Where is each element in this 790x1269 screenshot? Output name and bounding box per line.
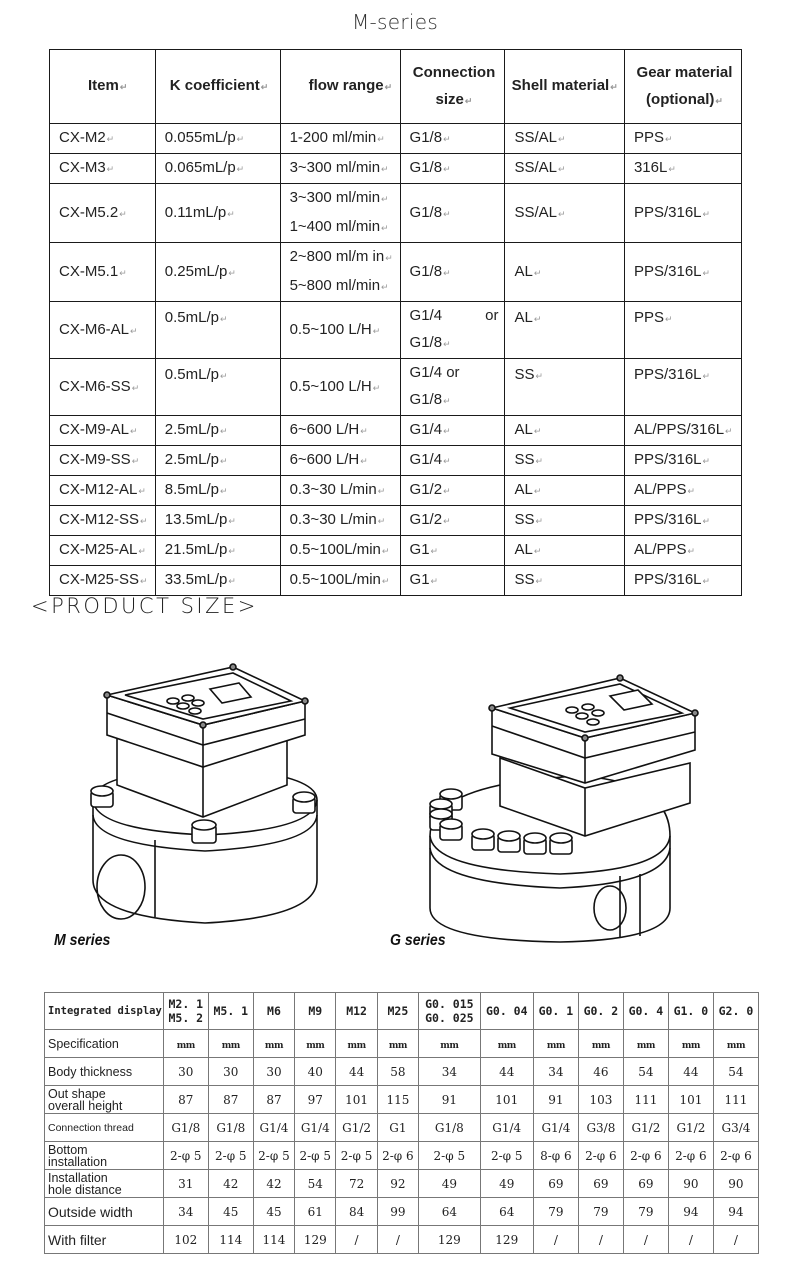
size-cell: 2-φ 5 bbox=[208, 1142, 253, 1170]
cell-gear-material: 316L↵ bbox=[624, 154, 741, 184]
size-cell: 79 bbox=[578, 1198, 623, 1226]
size-cell: G1/2 bbox=[623, 1114, 668, 1142]
g-series-caption: G series bbox=[390, 932, 446, 949]
size-cell: 91 bbox=[533, 1086, 578, 1114]
cell-item: CX-M2↵ bbox=[50, 124, 156, 154]
size-cell: 58 bbox=[377, 1058, 418, 1086]
outside-width-row bbox=[45, 1198, 759, 1226]
size-cell: 61 bbox=[295, 1198, 336, 1226]
size-cell: 30 bbox=[253, 1058, 294, 1086]
cell-connection-size: G1/8↵ bbox=[400, 154, 505, 184]
cell-item: CX-M6-SS↵ bbox=[50, 359, 156, 416]
table-header-row bbox=[50, 50, 742, 124]
size-cell: 34 bbox=[533, 1058, 578, 1086]
row-label: Connection thread bbox=[45, 1114, 164, 1142]
cell-shell-material: SS↵ bbox=[505, 566, 625, 596]
size-cell: G1/4 bbox=[533, 1114, 578, 1142]
row-label: Out shape overall height bbox=[45, 1086, 164, 1114]
size-cell: G1 bbox=[377, 1114, 418, 1142]
m-series-table bbox=[49, 49, 742, 596]
size-cell: 101 bbox=[480, 1086, 533, 1114]
size-cell: G3/8 bbox=[578, 1114, 623, 1142]
cell-gear-material: AL/PPS/316L↵ bbox=[624, 416, 741, 446]
cell-flow-range: 0.5~100 L/H↵ bbox=[280, 359, 400, 416]
cell-connection-size: G1/8↵ bbox=[400, 243, 505, 302]
size-cell: 30 bbox=[163, 1058, 208, 1086]
cell-k-coefficient: 13.5mL/p↵ bbox=[155, 506, 280, 536]
size-cell: / bbox=[623, 1226, 668, 1254]
connection-thread-row bbox=[45, 1114, 759, 1142]
cell-item: CX-M25-AL↵ bbox=[50, 536, 156, 566]
size-cell: 87 bbox=[253, 1086, 294, 1114]
size-cell: G0. 4 bbox=[623, 993, 668, 1030]
cell-shell-material: AL↵ bbox=[505, 243, 625, 302]
cell-shell-material: SS/AL↵ bbox=[505, 124, 625, 154]
table-row bbox=[50, 416, 742, 446]
size-cell: G1/4 bbox=[480, 1114, 533, 1142]
cell-item: CX-M5.2↵ bbox=[50, 184, 156, 243]
cell-k-coefficient: 0.5mL/p↵ bbox=[155, 302, 280, 359]
size-cell: 46 bbox=[578, 1058, 623, 1086]
size-cell: 8-φ 6 bbox=[533, 1142, 578, 1170]
size-cell: 34 bbox=[163, 1198, 208, 1226]
cell-k-coefficient: 0.25mL/p↵ bbox=[155, 243, 280, 302]
size-cell: M5. 1 bbox=[208, 993, 253, 1030]
size-cell: 72 bbox=[336, 1170, 377, 1198]
cell-gear-material: PPS/316L↵ bbox=[624, 359, 741, 416]
size-cell: G0. 015 G0. 025 bbox=[419, 993, 481, 1030]
body-thickness-row bbox=[45, 1058, 759, 1086]
m-series-drawing bbox=[55, 655, 355, 945]
cell-flow-range: 0.5~100 L/H↵ bbox=[280, 302, 400, 359]
size-cell: 2-φ 5 bbox=[480, 1142, 533, 1170]
size-cell: / bbox=[336, 1226, 377, 1254]
row-label: Installation hole distance bbox=[45, 1170, 164, 1198]
size-cell: mm bbox=[419, 1030, 481, 1058]
size-cell: 45 bbox=[208, 1198, 253, 1226]
table-row bbox=[50, 184, 742, 243]
size-cell: mm bbox=[208, 1030, 253, 1058]
size-cell: 99 bbox=[377, 1198, 418, 1226]
size-cell: 44 bbox=[336, 1058, 377, 1086]
cell-k-coefficient: 0.5mL/p↵ bbox=[155, 359, 280, 416]
size-cell: G1/2 bbox=[668, 1114, 713, 1142]
size-cell: 79 bbox=[533, 1198, 578, 1226]
with-filter-row bbox=[45, 1226, 759, 1254]
size-cell: mm bbox=[377, 1030, 418, 1058]
size-cell: 90 bbox=[668, 1170, 713, 1198]
size-cell: 90 bbox=[713, 1170, 758, 1198]
cell-k-coefficient: 0.11mL/p↵ bbox=[155, 184, 280, 243]
table-row bbox=[50, 506, 742, 536]
size-cell: 101 bbox=[336, 1086, 377, 1114]
size-cell: 54 bbox=[295, 1170, 336, 1198]
cell-shell-material: SS/AL↵ bbox=[505, 154, 625, 184]
cell-item: CX-M3↵ bbox=[50, 154, 156, 184]
size-cell: 64 bbox=[480, 1198, 533, 1226]
cell-flow-range: 0.5~100L/min↵ bbox=[280, 536, 400, 566]
size-cell: mm bbox=[713, 1030, 758, 1058]
cell-k-coefficient: 21.5mL/p↵ bbox=[155, 536, 280, 566]
size-cell: 40 bbox=[295, 1058, 336, 1086]
size-cell: / bbox=[578, 1226, 623, 1254]
cell-gear-material: PPS↵ bbox=[624, 302, 741, 359]
cell-gear-material: PPS/316L↵ bbox=[624, 184, 741, 243]
size-cell: M6 bbox=[253, 993, 294, 1030]
size-cell: 42 bbox=[208, 1170, 253, 1198]
size-cell: 2-φ 6 bbox=[668, 1142, 713, 1170]
size-cell: G0. 1 bbox=[533, 993, 578, 1030]
size-cell: 91 bbox=[419, 1086, 481, 1114]
row-label: Body thickness bbox=[45, 1058, 164, 1086]
size-cell: 69 bbox=[533, 1170, 578, 1198]
header-gear-material: Gear material (optional)↵ bbox=[624, 50, 741, 124]
size-cell: 114 bbox=[253, 1226, 294, 1254]
size-cell: 30 bbox=[208, 1058, 253, 1086]
cell-connection-size: G1/4↵ bbox=[400, 416, 505, 446]
bottom-installation-row bbox=[45, 1142, 759, 1170]
cell-gear-material: PPS/316L↵ bbox=[624, 243, 741, 302]
size-cell: 69 bbox=[623, 1170, 668, 1198]
cell-connection-size: G1↵ bbox=[400, 566, 505, 596]
cell-shell-material: AL↵ bbox=[505, 476, 625, 506]
table-row bbox=[50, 243, 742, 302]
header-k-coefficient: K coefficient↵ bbox=[155, 50, 280, 124]
header-item: Item↵ bbox=[50, 50, 156, 124]
cell-flow-range: 6~600 L/H↵ bbox=[280, 416, 400, 446]
size-cell: 2-φ 6 bbox=[713, 1142, 758, 1170]
size-cell: G3/4 bbox=[713, 1114, 758, 1142]
spec-row bbox=[45, 1030, 759, 1058]
header-connection-size: Connection size↵ bbox=[400, 50, 505, 124]
size-cell: 49 bbox=[419, 1170, 481, 1198]
cell-shell-material: SS↵ bbox=[505, 359, 625, 416]
size-cell: 87 bbox=[208, 1086, 253, 1114]
size-cell: mm bbox=[163, 1030, 208, 1058]
size-cell: G1. 0 bbox=[668, 993, 713, 1030]
cell-gear-material: PPS/316L↵ bbox=[624, 506, 741, 536]
size-cell: 129 bbox=[419, 1226, 481, 1254]
size-cell: 54 bbox=[713, 1058, 758, 1086]
header-shell-material: Shell material↵ bbox=[505, 50, 625, 124]
cell-connection-size: G1/8↵ bbox=[400, 184, 505, 243]
overall-height-row bbox=[45, 1086, 759, 1114]
size-cell: 31 bbox=[163, 1170, 208, 1198]
size-cell: G1/4 bbox=[295, 1114, 336, 1142]
size-cell: 97 bbox=[295, 1086, 336, 1114]
cell-gear-material: PPS/316L↵ bbox=[624, 566, 741, 596]
m-series-caption: M series bbox=[54, 932, 111, 949]
size-cell: 92 bbox=[377, 1170, 418, 1198]
cell-k-coefficient: 0.055mL/p↵ bbox=[155, 124, 280, 154]
cell-item: CX-M12-SS↵ bbox=[50, 506, 156, 536]
cell-flow-range: 3~300 ml/min↵ 1~400 ml/min↵ bbox=[280, 184, 400, 243]
cell-shell-material: SS↵ bbox=[505, 506, 625, 536]
size-cell: 115 bbox=[377, 1086, 418, 1114]
cell-flow-range: 2~800 ml/m in↵ 5~800 ml/min↵ bbox=[280, 243, 400, 302]
table-row bbox=[50, 476, 742, 506]
row-label: Integrated display bbox=[45, 993, 164, 1030]
model-header-row bbox=[45, 993, 759, 1030]
header-flow-range: flow range↵ bbox=[280, 50, 400, 124]
size-cell: 103 bbox=[578, 1086, 623, 1114]
cell-connection-size: G1/2↵ bbox=[400, 476, 505, 506]
cell-k-coefficient: 33.5mL/p↵ bbox=[155, 566, 280, 596]
table-row bbox=[50, 446, 742, 476]
size-cell: 44 bbox=[668, 1058, 713, 1086]
table-row bbox=[50, 302, 742, 359]
size-cell: 2-φ 5 bbox=[295, 1142, 336, 1170]
size-cell: / bbox=[713, 1226, 758, 1254]
hole-distance-row bbox=[45, 1170, 759, 1198]
table-row bbox=[50, 359, 742, 416]
size-cell: 42 bbox=[253, 1170, 294, 1198]
size-cell: mm bbox=[623, 1030, 668, 1058]
row-label: Bottom installation bbox=[45, 1142, 164, 1170]
size-cell: G0. 2 bbox=[578, 993, 623, 1030]
size-cell: 87 bbox=[163, 1086, 208, 1114]
cell-k-coefficient: 0.065mL/p↵ bbox=[155, 154, 280, 184]
cell-connection-size: G1/8↵ bbox=[400, 124, 505, 154]
table-row bbox=[50, 566, 742, 596]
size-cell: 2-φ 5 bbox=[163, 1142, 208, 1170]
size-cell: G2. 0 bbox=[713, 993, 758, 1030]
size-cell: mm bbox=[336, 1030, 377, 1058]
cell-gear-material: PPS/316L↵ bbox=[624, 446, 741, 476]
cell-shell-material: SS/AL↵ bbox=[505, 184, 625, 243]
size-cell: 114 bbox=[208, 1226, 253, 1254]
size-cell: 44 bbox=[480, 1058, 533, 1086]
size-cell: mm bbox=[480, 1030, 533, 1058]
cell-k-coefficient: 8.5mL/p↵ bbox=[155, 476, 280, 506]
cell-flow-range: 0.3~30 L/min↵ bbox=[280, 506, 400, 536]
cell-item: CX-M9-AL↵ bbox=[50, 416, 156, 446]
cell-item: CX-M5.1↵ bbox=[50, 243, 156, 302]
size-cell: 2-φ 6 bbox=[377, 1142, 418, 1170]
size-cell: mm bbox=[253, 1030, 294, 1058]
row-label: Specification bbox=[45, 1030, 164, 1058]
size-cell: 111 bbox=[623, 1086, 668, 1114]
size-cell: 34 bbox=[419, 1058, 481, 1086]
table-row bbox=[50, 124, 742, 154]
cell-connection-size: G1↵ bbox=[400, 536, 505, 566]
size-cell: 2-φ 5 bbox=[253, 1142, 294, 1170]
size-cell: 2-φ 5 bbox=[419, 1142, 481, 1170]
size-cell: 101 bbox=[668, 1086, 713, 1114]
cell-flow-range: 0.5~100L/min↵ bbox=[280, 566, 400, 596]
size-cell: 49 bbox=[480, 1170, 533, 1198]
row-label: With filter bbox=[45, 1226, 164, 1254]
size-cell: 69 bbox=[578, 1170, 623, 1198]
size-cell: mm bbox=[668, 1030, 713, 1058]
cell-shell-material: SS↵ bbox=[505, 446, 625, 476]
size-cell: 129 bbox=[480, 1226, 533, 1254]
cell-shell-material: AL↵ bbox=[505, 536, 625, 566]
size-cell: G1/8 bbox=[419, 1114, 481, 1142]
size-cell: G1/8 bbox=[163, 1114, 208, 1142]
g-series-drawing bbox=[420, 658, 710, 948]
cell-k-coefficient: 2.5mL/p↵ bbox=[155, 446, 280, 476]
cell-item: CX-M12-AL↵ bbox=[50, 476, 156, 506]
cell-shell-material: AL↵ bbox=[505, 416, 625, 446]
size-cell: / bbox=[668, 1226, 713, 1254]
product-size-heading: <PRODUCT SIZE> bbox=[31, 594, 258, 618]
cell-gear-material: AL/PPS↵ bbox=[624, 476, 741, 506]
size-cell: mm bbox=[295, 1030, 336, 1058]
size-cell: 2-φ 6 bbox=[623, 1142, 668, 1170]
size-cell: M12 bbox=[336, 993, 377, 1030]
cell-item: CX-M25-SS↵ bbox=[50, 566, 156, 596]
size-cell: 102 bbox=[163, 1226, 208, 1254]
size-cell: 111 bbox=[713, 1086, 758, 1114]
size-cell: / bbox=[533, 1226, 578, 1254]
size-cell: 94 bbox=[713, 1198, 758, 1226]
size-cell: G1/8 bbox=[208, 1114, 253, 1142]
size-cell: 79 bbox=[623, 1198, 668, 1226]
cell-connection-size: G1/4 or G1/8↵ bbox=[400, 302, 505, 359]
cell-flow-range: 1-200 ml/min↵ bbox=[280, 124, 400, 154]
size-table bbox=[44, 992, 759, 1254]
cell-connection-size: G1/4↵ bbox=[400, 446, 505, 476]
size-cell: 64 bbox=[419, 1198, 481, 1226]
size-cell: G1/2 bbox=[336, 1114, 377, 1142]
size-cell: M9 bbox=[295, 993, 336, 1030]
cell-flow-range: 3~300 ml/min↵ bbox=[280, 154, 400, 184]
cell-flow-range: 0.3~30 L/min↵ bbox=[280, 476, 400, 506]
size-cell: 84 bbox=[336, 1198, 377, 1226]
size-cell: 54 bbox=[623, 1058, 668, 1086]
size-cell: M2. 1 M5. 2 bbox=[163, 993, 208, 1030]
cell-item: CX-M6-AL↵ bbox=[50, 302, 156, 359]
table-row bbox=[50, 154, 742, 184]
cell-k-coefficient: 2.5mL/p↵ bbox=[155, 416, 280, 446]
cell-gear-material: PPS↵ bbox=[624, 124, 741, 154]
size-cell: 2-φ 5 bbox=[336, 1142, 377, 1170]
row-label: Outside width bbox=[45, 1198, 164, 1226]
size-cell: mm bbox=[578, 1030, 623, 1058]
cell-connection-size: G1/2↵ bbox=[400, 506, 505, 536]
size-cell: mm bbox=[533, 1030, 578, 1058]
cell-connection-size: G1/4 or G1/8↵ bbox=[400, 359, 505, 416]
cell-gear-material: AL/PPS↵ bbox=[624, 536, 741, 566]
cell-item: CX-M9-SS↵ bbox=[50, 446, 156, 476]
size-cell: M25 bbox=[377, 993, 418, 1030]
size-cell: / bbox=[377, 1226, 418, 1254]
size-cell: G1/4 bbox=[253, 1114, 294, 1142]
size-cell: 45 bbox=[253, 1198, 294, 1226]
cell-flow-range: 6~600 L/H↵ bbox=[280, 446, 400, 476]
cell-shell-material: AL↵ bbox=[505, 302, 625, 359]
size-cell: 129 bbox=[295, 1226, 336, 1254]
size-cell: 94 bbox=[668, 1198, 713, 1226]
table-row bbox=[50, 536, 742, 566]
size-cell: G0. 04 bbox=[480, 993, 533, 1030]
size-cell: 2-φ 6 bbox=[578, 1142, 623, 1170]
page-title: M-series bbox=[351, 10, 439, 34]
